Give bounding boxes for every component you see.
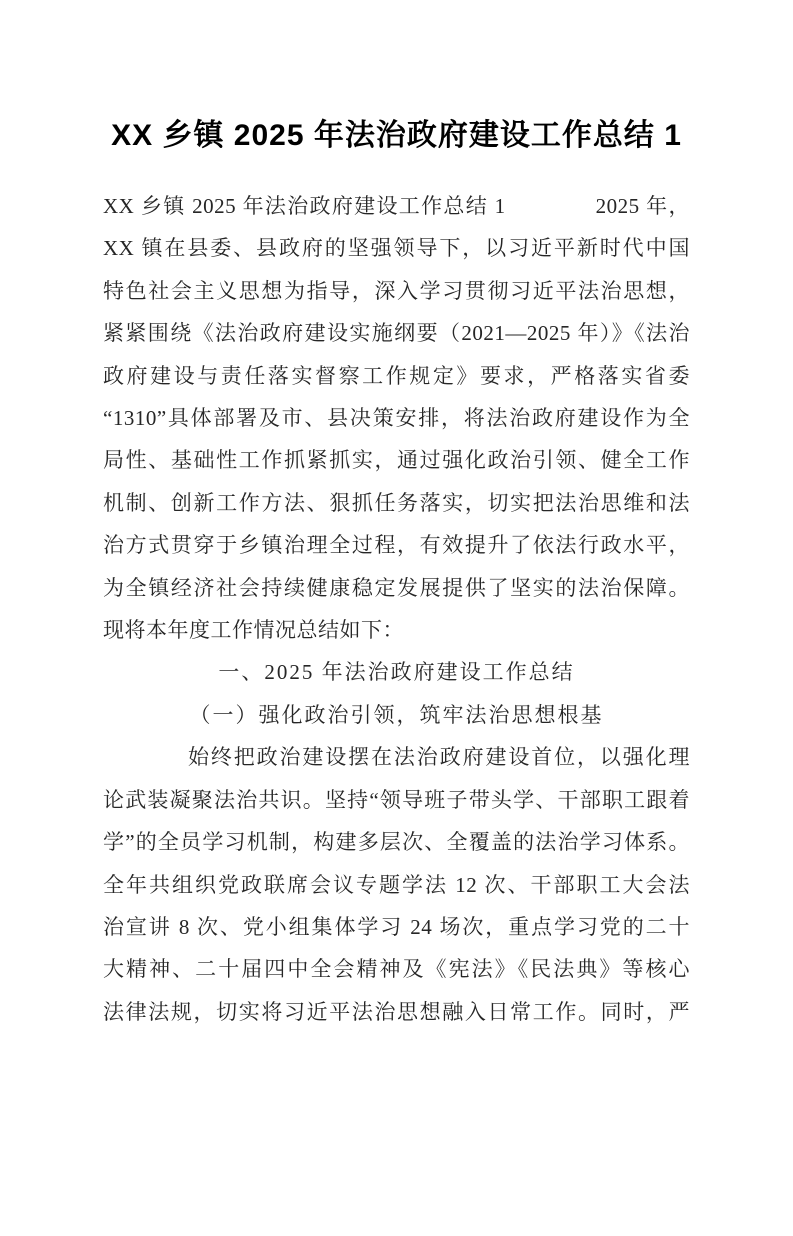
body-line: 大精神、二十届四中全会精神及《宪法》《民法典》等核心	[103, 957, 690, 982]
body-line: 政府建设与责任落实督察工作规定》要求，严格落实省委	[103, 363, 690, 388]
body-line: XX 镇在县委、县政府的坚强领导下，以习近平新时代中国	[103, 236, 690, 261]
body-line: 现将本年度工作情况总结如下：	[103, 618, 404, 643]
body-line: 治方式贯穿于乡镇治理全过程，有效提升了依法行政水平，	[103, 533, 690, 558]
heading-line: 一、2025 年法治政府建设工作总结	[218, 660, 575, 685]
body-line: 全年共组织党政联席会议专题学法 12 次、干部职工大会法	[103, 872, 690, 897]
document-body	[103, 185, 690, 1033]
body-line: 学”的全员学习机制，构建多层次、全覆盖的法治学习体系。	[103, 830, 690, 855]
body-line: 紧紧围绕《法治政府建设实施纲要（2021—2025 年）》《法治	[103, 321, 690, 346]
body-line: 治宣讲 8 次、党小组集体学习 24 场次，重点学习党的二十	[103, 914, 690, 939]
body-line: 为全镇经济社会持续健康稳定发展提供了坚实的法治保障。	[103, 575, 690, 600]
body-line: 局性、基础性工作抓紧抓实，通过强化政治引领、健全工作	[103, 448, 690, 473]
heading-line: （一）强化政治引领，筑牢法治思想根基	[189, 702, 604, 727]
body-line: XX 乡镇 2025 年法治政府建设工作总结 1 2025 年，	[103, 194, 690, 218]
body-line: “1310”具体部署及市、县决策安排，将法治政府建设作为全	[103, 406, 690, 431]
body-line: 始终把政治建设摆在法治政府建设首位，以强化理	[188, 745, 690, 770]
document-page	[0, 114, 793, 1236]
body-line: 机制、创新工作方法、狠抓任务落实，切实把法治思维和法	[103, 490, 690, 515]
body-line: 法律法规，切实将习近平法治思想融入日常工作。同时，严	[103, 999, 690, 1024]
body-line: 特色社会主义思想为指导，深入学习贯彻习近平法治思想，	[103, 278, 690, 303]
document-title: XX 乡镇 2025 年法治政府建设工作总结 1	[111, 119, 682, 152]
body-line: 论武装凝聚法治共识。坚持“领导班子带头学、干部职工跟着	[103, 787, 690, 812]
